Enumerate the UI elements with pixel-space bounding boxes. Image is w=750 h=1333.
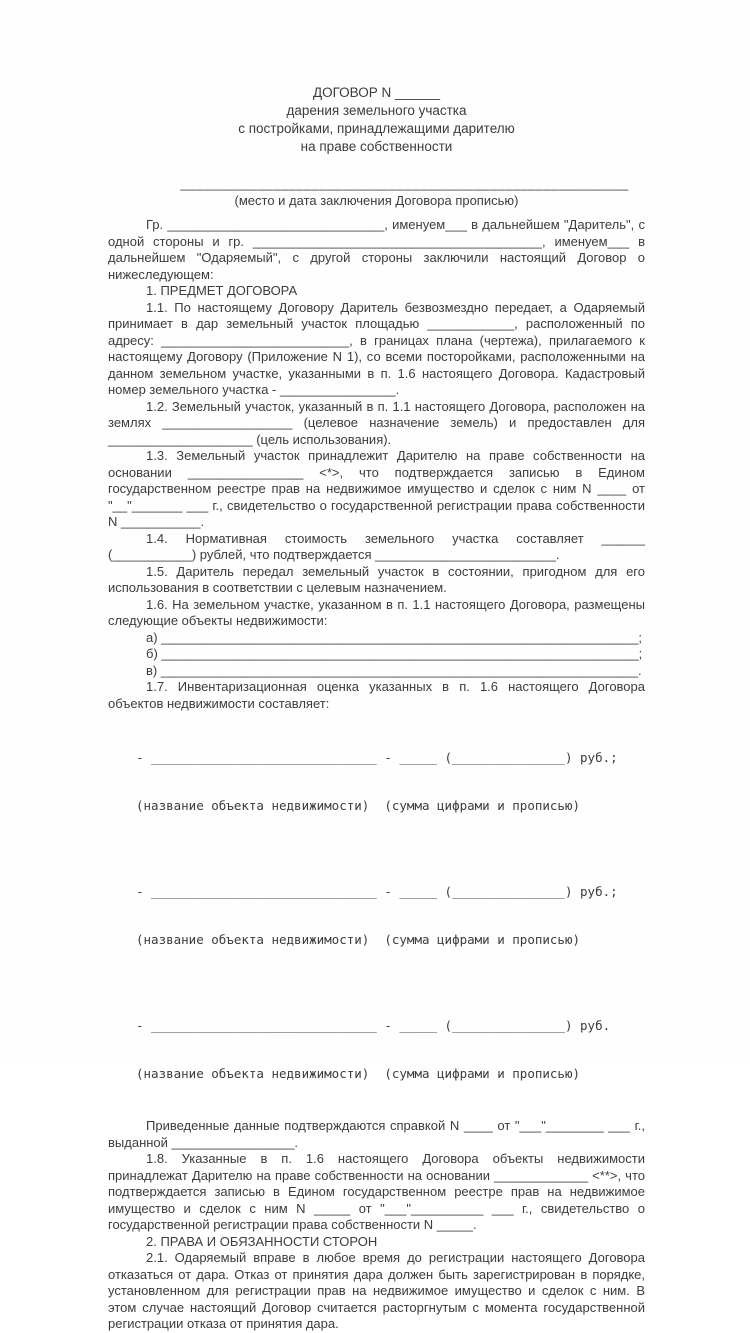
clause-2-1: 2.1. Одаряемый вправе в любое время до регистрации настоящего Договора отказаться от дара. Отказ от принятия дара должен быть зарегистрирован в порядке, установленном для регистрации прав на недвижимое имущество и сделок с ним. В этом случае настоящий Договор считается расторгнутым с момента государственной регистрации отказа от принятия дара. [108, 1250, 645, 1331]
clause-1-8: 1.8. Указанные в п. 1.6 настоящего Договора объекты недвижимости принадлежат Дарителю на праве собственности на основании _____________ <**>, что подтверждается записью в Едином государственном реестре прав на недвижимое имущество и сделок с ним N _____ от "___"__________ ___ г., свидетельство о государственной регистрации права собственности N _____. [108, 1151, 645, 1232]
clause-1-3: 1.3. Земельный участок принадлежит Дарителю на праве собственности на основании ________________ <*>, что подтверждается записью в Едином государственном реестре прав на недвижимое имущество и сделок с ним N ____ от "__"_______ ___ г., свидетельство о государственной регистрации права собственности N ___________. [108, 448, 645, 529]
valuation-blank-line: - ______________________________ - _____ (_______________) руб.; [136, 884, 618, 899]
clause-1-7: 1.7. Инвентаризационная оценка указанных в п. 1.6 настоящего Договора объектов недвижимости составляет: [108, 679, 645, 711]
clause-1-5: 1.5. Даритель передал земельный участок в состоянии, пригодном для его использования в соответствии с целевым назначением. [108, 563, 645, 595]
clause-1-4: 1.4. Нормативная стоимость земельного участка составляет ______ (___________) рублей, что подтверждается _________________________. [108, 530, 645, 562]
parties-intro-paragraph: Гр. ______________________________, именуем___ в дальнейшем "Даритель", с одной стороны и гр. ________________________________________, именуем___ в дальнейшем "Одаряемый", с другой стороны заключили настоящий Договор о нижеследующем: [108, 217, 645, 282]
valuation-row-3 [108, 986, 645, 1114]
contract-title-line-4: на праве собственности [300, 139, 453, 154]
contract-title [108, 84, 645, 156]
realty-object-list [108, 630, 645, 680]
data-confirmation-paragraph: Приведенные данные подтверждаются справкой N ____ от "___"________ ___ г., выданной _________________. [108, 1118, 645, 1150]
contract-title-line-3: с постройками, принадлежащими дарителю [238, 121, 515, 136]
valuation-blank-line: - ______________________________ - _____ (_______________) руб.; [136, 750, 618, 765]
realty-item-b: б) __________________________________________________________________; [146, 646, 643, 661]
valuation-row-2 [108, 852, 645, 980]
place-date-blank-line: __________________________________________________________ [180, 176, 629, 191]
section-1-heading: 1. ПРЕДМЕТ ДОГОВОРА [146, 283, 298, 298]
contract-title-line-1: ДОГОВОР N ______ [312, 85, 441, 100]
clause-1-1: 1.1. По настоящему Договору Даритель безвозмездно передает, а Одаряемый принимает в дар земельный участок площадью ____________, расположенный по адресу: __________________________, в границах плана (чертежа), прилагаемого к настоящему Договору (Приложение N 1), со всеми посторойками, расположенными на данном земельном участке, указанными в п. 1.6 настоящего Договора. Кадастровый номер земельного участка - ________________. [108, 299, 645, 397]
section-2-heading: 2. ПРАВА И ОБЯЗАННОСТИ СТОРОН [146, 1233, 378, 1249]
clause-1-2: 1.2. Земельный участок, указанный в п. 1.1 настоящего Договора, расположен на землях __________________ (целевое назначение земель) и предоставлен для ____________________ (цель использования). [108, 398, 645, 447]
clause-1-6: 1.6. На земельном участке, указанном в п. 1.1 настоящего Договора, размещены следующие объекты недвижимости: [108, 596, 645, 628]
contract-title-line-2: дарения земельного участка [286, 103, 467, 118]
valuation-caption: (название объекта недвижимости) (сумма цифрами и прописью) [136, 798, 581, 813]
realty-item-v: в) __________________________________________________________________. [146, 662, 642, 678]
valuation-caption: (название объекта недвижимости) (сумма цифрами и прописью) [136, 1066, 581, 1081]
valuation-blank-line: - ______________________________ - _____ (_______________) руб. [136, 1018, 611, 1033]
realty-item-a: а) __________________________________________________________________; [146, 629, 642, 645]
place-date-caption: (место и дата заключения Договора прописью) [234, 192, 519, 208]
valuation-caption: (название объекта недвижимости) (сумма цифрами и прописью) [136, 932, 581, 947]
valuation-row-1 [108, 718, 645, 846]
